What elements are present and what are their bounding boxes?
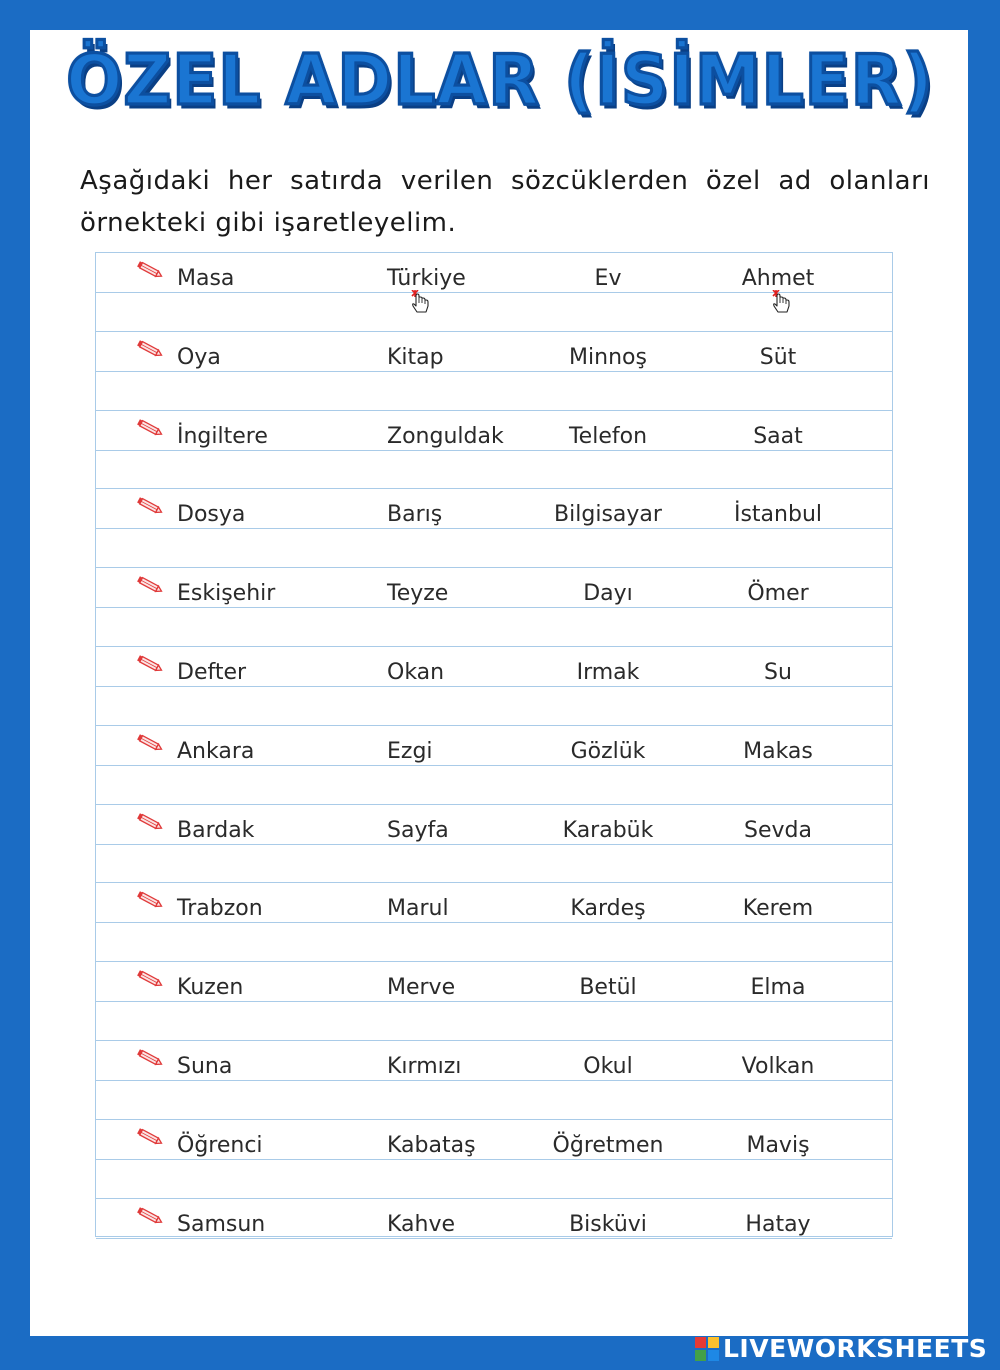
word-label: Suna — [177, 1054, 233, 1079]
word-option[interactable] — [387, 345, 444, 370]
word-label: Betül — [579, 975, 637, 1001]
pencil-icon — [136, 1048, 164, 1068]
footer-brand-text: LIVEWORKSHEETS — [723, 1334, 988, 1363]
word-label: Kuzen — [177, 975, 244, 1001]
pencil-icon — [136, 575, 164, 595]
word-label: Dosya — [177, 502, 246, 528]
word-row — [96, 1040, 892, 1080]
word-label: Hatay — [745, 1211, 811, 1237]
word-row — [96, 252, 892, 292]
word-label: Saat — [753, 423, 803, 449]
page-title: ÖZEL ADLAR (İSİMLER) — [66, 40, 934, 121]
word-option[interactable] — [177, 345, 221, 370]
word-label: Ezgi — [387, 738, 433, 764]
word-label: Kardeş — [570, 896, 646, 922]
pencil-icon — [136, 969, 164, 989]
word-row — [96, 567, 892, 607]
word-label: Maviş — [746, 1132, 810, 1158]
word-label: Volkan — [741, 1054, 815, 1079]
word-option[interactable] — [387, 1212, 455, 1237]
word-label: Bilgisayar — [554, 502, 662, 528]
word-option[interactable] — [177, 896, 263, 921]
word-label: Gözlük — [570, 738, 646, 764]
word-label: Ankara — [177, 738, 255, 764]
rule-line — [96, 371, 892, 372]
word-label: Süt — [759, 344, 797, 370]
word-option[interactable] — [177, 424, 268, 449]
word-label: Okan — [387, 660, 445, 685]
word-row — [96, 410, 892, 450]
rule-line — [96, 1238, 892, 1239]
word-grid — [95, 252, 893, 1237]
word-option[interactable] — [387, 975, 455, 1000]
word-label: Merve — [387, 975, 456, 1001]
word-option[interactable] — [387, 739, 433, 764]
word-label: Karabük — [562, 817, 654, 843]
word-label: Türkiye — [387, 266, 466, 291]
word-label: Zonguldak — [387, 423, 504, 449]
word-option[interactable] — [387, 424, 504, 449]
word-label: Irmak — [576, 660, 640, 685]
word-row — [96, 882, 892, 922]
pencil-icon — [136, 260, 164, 280]
pencil-icon — [136, 496, 164, 516]
word-option[interactable] — [177, 266, 234, 291]
rule-line — [96, 1159, 892, 1160]
rule-line — [96, 922, 892, 923]
word-label: İngiltere — [177, 423, 268, 449]
rule-line — [96, 1001, 892, 1002]
word-row — [96, 725, 892, 765]
pencil-icon — [136, 1206, 164, 1226]
word-option[interactable] — [387, 266, 466, 291]
rule-line — [96, 844, 892, 845]
word-label: Samsun — [177, 1211, 266, 1237]
word-label: Ahmet — [741, 266, 815, 291]
word-label: Kerem — [742, 896, 814, 922]
instruction-text: Aşağıdaki her satırda verilen sözcüklerden özel ad olanları örnekteki gibi işaretleyelim. — [80, 166, 930, 238]
word-label: Defter — [177, 660, 247, 685]
word-label: Trabzon — [177, 896, 263, 922]
pencil-icon — [136, 654, 164, 674]
word-label: Kabataş — [387, 1132, 476, 1158]
word-option[interactable] — [177, 818, 254, 843]
word-label: Bisküvi — [569, 1211, 647, 1237]
hand-pointer-icon — [770, 290, 792, 316]
word-label: Bardak — [177, 817, 255, 843]
word-label: Okul — [583, 1054, 633, 1079]
word-label: Öğretmen — [552, 1132, 664, 1158]
word-label: Elma — [750, 975, 806, 1001]
word-option[interactable] — [177, 1133, 263, 1158]
word-row — [96, 1119, 892, 1159]
word-option[interactable] — [177, 1212, 265, 1237]
word-label: Telefon — [568, 423, 648, 449]
word-option[interactable] — [177, 975, 243, 1000]
word-label: Minnoş — [569, 344, 647, 370]
pencil-icon — [136, 812, 164, 832]
liveworksheets-logo-icon — [695, 1337, 719, 1361]
word-label: Kitap — [387, 344, 444, 370]
word-option[interactable] — [177, 581, 275, 606]
rule-line — [96, 765, 892, 766]
word-label: Barış — [387, 502, 443, 528]
word-option[interactable] — [387, 581, 448, 606]
word-label: Sevda — [744, 817, 812, 843]
rule-line — [96, 1080, 892, 1081]
word-label: Kırmızı — [387, 1054, 462, 1079]
word-option[interactable] — [177, 1054, 232, 1079]
rule-line — [96, 450, 892, 451]
word-option[interactable] — [177, 739, 254, 764]
word-row — [96, 1198, 892, 1238]
word-option[interactable] — [387, 818, 449, 843]
word-label: Ömer — [747, 581, 809, 607]
word-label: İstanbul — [733, 502, 823, 528]
word-option[interactable] — [387, 660, 444, 685]
word-option[interactable] — [387, 1133, 476, 1158]
pencil-icon — [136, 1127, 164, 1147]
footer-branding — [695, 1333, 995, 1365]
word-row — [96, 804, 892, 844]
pencil-icon — [136, 418, 164, 438]
hand-pointer-icon — [409, 290, 431, 316]
rule-line — [96, 528, 892, 529]
word-label: Teyze — [387, 581, 449, 607]
word-label: Öğrenci — [177, 1132, 263, 1158]
rule-line — [96, 607, 892, 608]
word-option[interactable] — [177, 502, 245, 527]
word-label: Marul — [387, 896, 449, 922]
word-label: Su — [764, 660, 792, 685]
word-option[interactable] — [387, 502, 442, 527]
word-label: Masa — [177, 266, 235, 291]
word-label: Kahve — [387, 1211, 456, 1237]
pencil-icon — [136, 890, 164, 910]
word-row — [96, 331, 892, 371]
word-option[interactable] — [387, 1054, 461, 1079]
word-label: Dayı — [583, 581, 633, 607]
word-option[interactable] — [177, 660, 246, 685]
word-label: Makas — [743, 738, 813, 764]
pencil-icon — [136, 339, 164, 359]
word-row — [96, 488, 892, 528]
rule-line — [96, 686, 892, 687]
word-row — [96, 646, 892, 686]
word-option[interactable] — [387, 896, 449, 921]
word-label: Sayfa — [387, 817, 449, 843]
pencil-icon — [136, 733, 164, 753]
word-row — [96, 961, 892, 1001]
word-label: Ev — [594, 266, 622, 291]
word-label: Eskişehir — [177, 581, 276, 607]
word-label: Oya — [177, 344, 221, 370]
